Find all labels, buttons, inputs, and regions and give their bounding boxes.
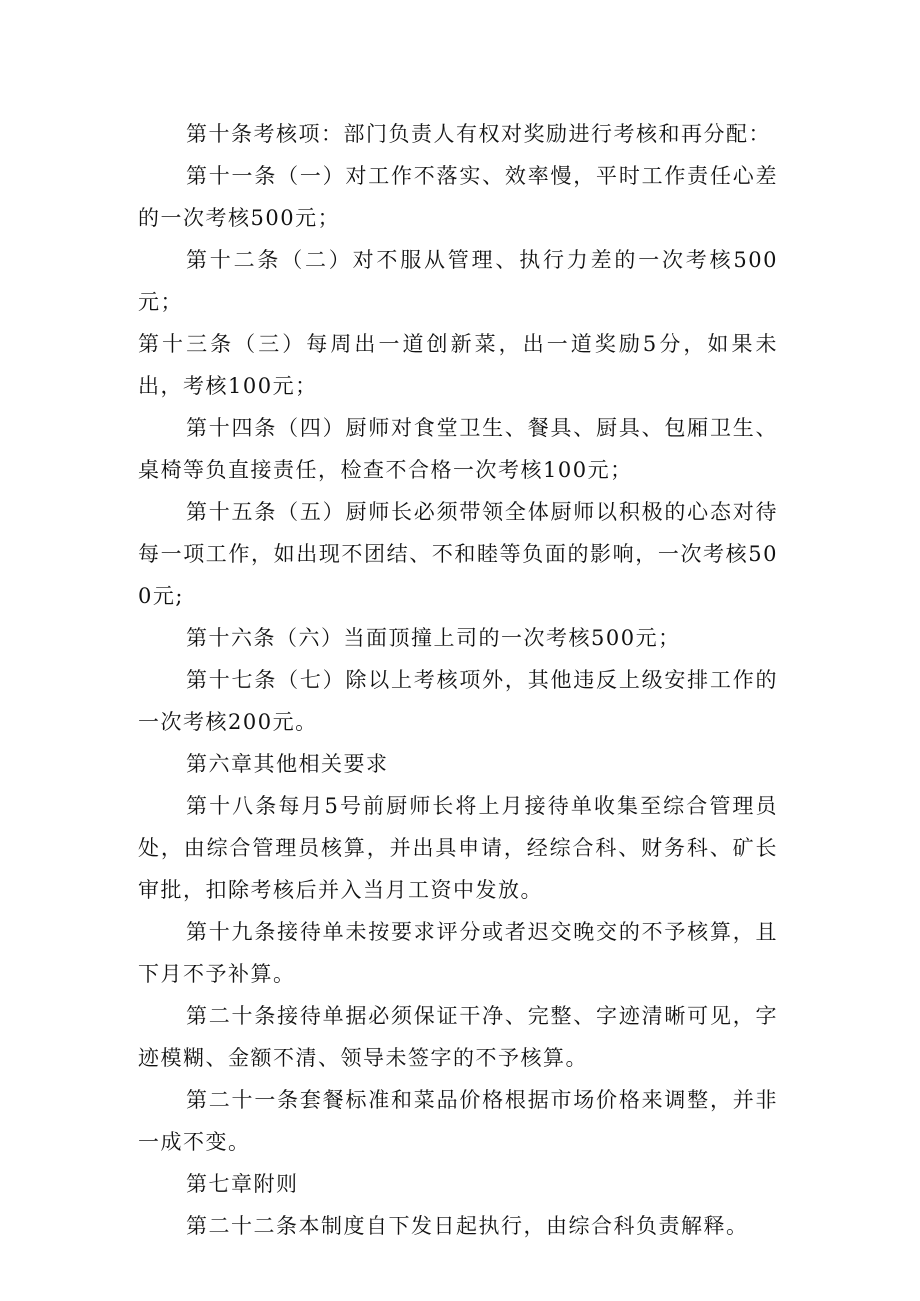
article-18-paragraph: 第十八条每月5号前厨师长将上月接待单收集至综合管理员处，由综合管理员核算，并出具申请，经综合科、财务科、矿长审批，扣除考核后并入当月工资中发放。 (138, 794, 778, 902)
document-body (138, 113, 778, 1247)
article-15-paragraph: 第十五条（五）厨师长必须带领全体厨师以积极的心态对待每一项工作，如出现不团结、不和睦等负面的影响，一次考核500元; (138, 500, 778, 608)
article-13-paragraph: 第十三条（三）每周出一道创新菜，出一道奖励5分，如果未出，考核100元； (138, 332, 778, 398)
article-16-paragraph: 第十六条（六）当面顶撞上司的一次考核500元； (186, 626, 681, 650)
article-10-paragraph: 第十条考核项：部门负责人有权对奖励进行考核和再分配： (186, 122, 771, 146)
article-11-paragraph: 第十一条（一）对工作不落实、效率慢，平时工作责任心差的一次考核500元； (138, 164, 778, 230)
article-17-paragraph: 第十七条（七）除以上考核项外，其他违反上级安排工作的一次考核200元。 (138, 668, 778, 734)
article-20-paragraph: 第二十条接待单据必须保证干净、完整、字迹清晰可见，字迹模糊、金额不清、领导未签字的不予核算。 (138, 1004, 778, 1070)
article-12-paragraph: 第十二条（二）对不服从管理、执行力差的一次考核500元； (138, 248, 778, 314)
chapter-6-heading: 第六章其他相关要求 (186, 752, 389, 776)
article-22-paragraph: 第二十二条本制度自下发日起执行，由综合科负责解释。 (186, 1214, 749, 1238)
article-19-paragraph: 第十九条接待单未按要求评分或者迟交晚交的不予核算，且下月不予补算。 (138, 920, 778, 986)
article-14-paragraph: 第十四条（四）厨师对食堂卫生、餐具、厨具、包厢卫生、桌椅等负直接责任，检查不合格一次考核100元； (138, 416, 778, 482)
article-21-paragraph: 第二十一条套餐标准和菜品价格根据市场价格来调整，并非一成不变。 (138, 1088, 778, 1154)
chapter-7-heading: 第七章附则 (186, 1172, 299, 1196)
